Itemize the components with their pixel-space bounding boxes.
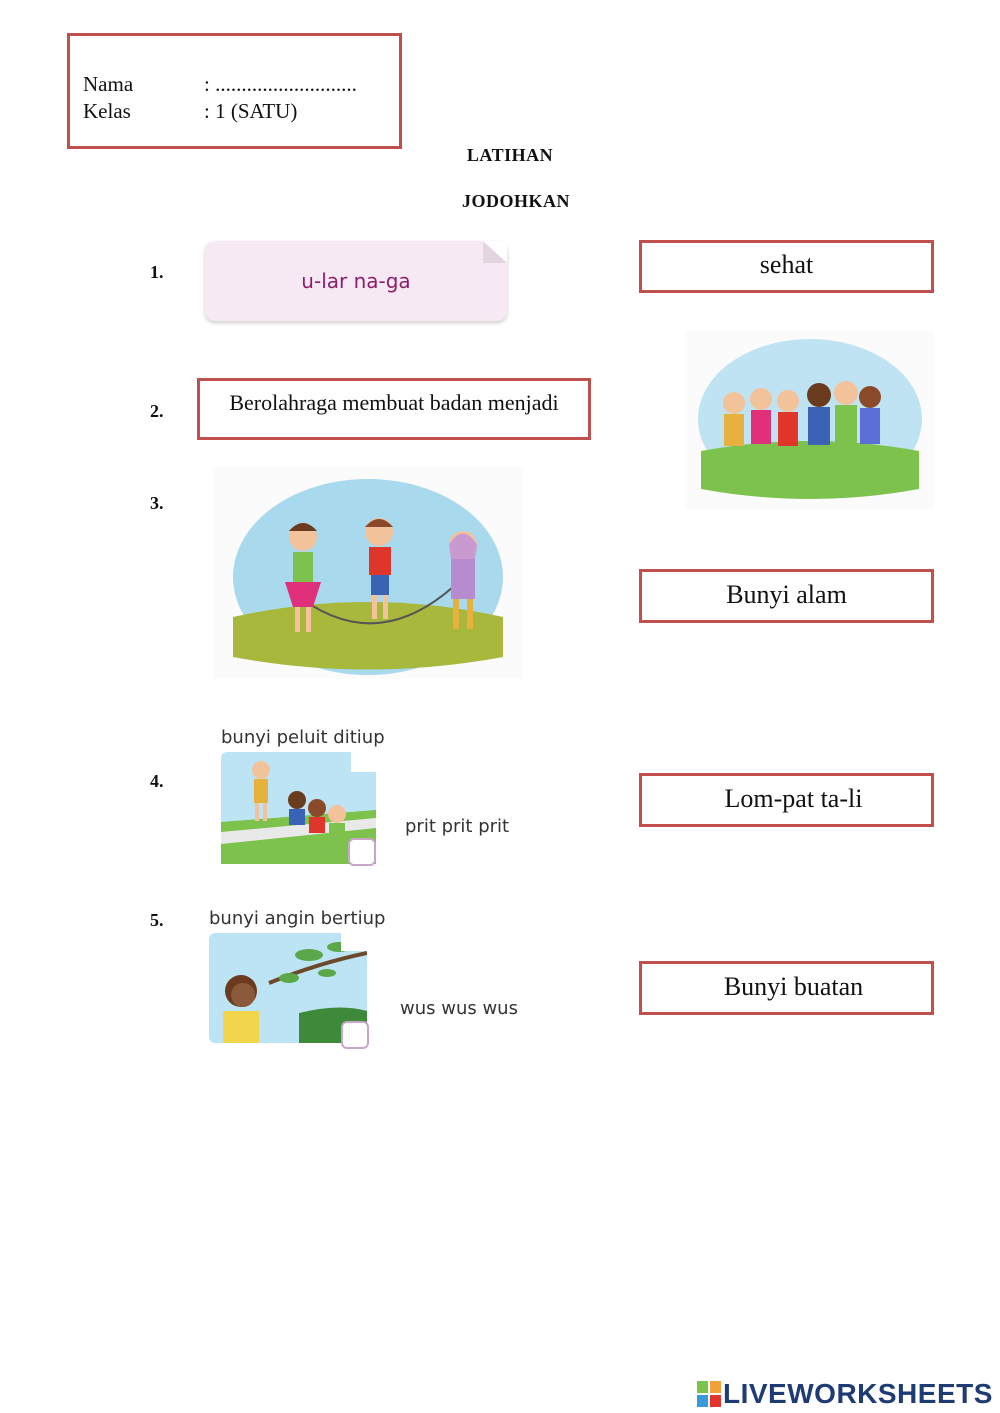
answer-text-sehat: sehat	[759, 250, 814, 279]
liveworksheets-logo	[697, 1378, 997, 1410]
answer-text-bunyi-buatan: Bunyi buatan	[723, 972, 864, 1001]
whistle-sound-text: prit prit prit	[405, 816, 510, 837]
children-group-illustration	[686, 331, 934, 509]
class-value: : 1 (SATU)	[204, 99, 298, 123]
page-title: LATIHAN	[466, 145, 554, 165]
answer-box-bunyi-alam[interactable]	[639, 569, 934, 623]
class-label: Kelas	[83, 99, 131, 123]
answer-checkbox-4[interactable]	[348, 838, 376, 866]
jump-rope-illustration	[213, 467, 523, 679]
question-number-5: 5.	[150, 910, 164, 930]
sentence-box	[197, 378, 591, 440]
word-card-text: u-lar na-ga	[301, 269, 411, 293]
answer-checkbox-5[interactable]	[341, 1021, 369, 1049]
question-number-3: 3.	[150, 493, 164, 513]
question-number-4: 4.	[150, 771, 164, 791]
whistle-caption: bunyi peluit ditiup	[221, 727, 385, 748]
logo-text: LIVEWORKSHEETS	[723, 1378, 993, 1409]
question-number-2: 2.	[150, 401, 164, 421]
answer-text-bunyi-alam: Bunyi alam	[726, 580, 847, 609]
word-card	[205, 241, 507, 321]
wind-caption: bunyi angin bertiup	[209, 908, 386, 929]
student-info-box	[67, 33, 402, 149]
answer-box-sehat[interactable]	[639, 240, 934, 293]
question-number-1: 1.	[150, 262, 164, 282]
answer-text-lompat-tali: Lom-pat ta-li	[724, 784, 863, 813]
logo-badge-icon	[697, 1381, 721, 1407]
folded-corner-icon	[483, 241, 507, 263]
name-value[interactable]: : ...........................	[204, 72, 357, 96]
name-label: Nama	[83, 72, 134, 96]
answer-box-bunyi-buatan[interactable]	[639, 961, 934, 1015]
answer-box-lompat-tali[interactable]	[639, 773, 934, 827]
sentence-text: Berolahraga membuat badan menjadi	[229, 390, 559, 415]
page-subtitle: JODOHKAN	[461, 191, 570, 211]
wind-sound-text: wus wus wus	[400, 998, 518, 1019]
